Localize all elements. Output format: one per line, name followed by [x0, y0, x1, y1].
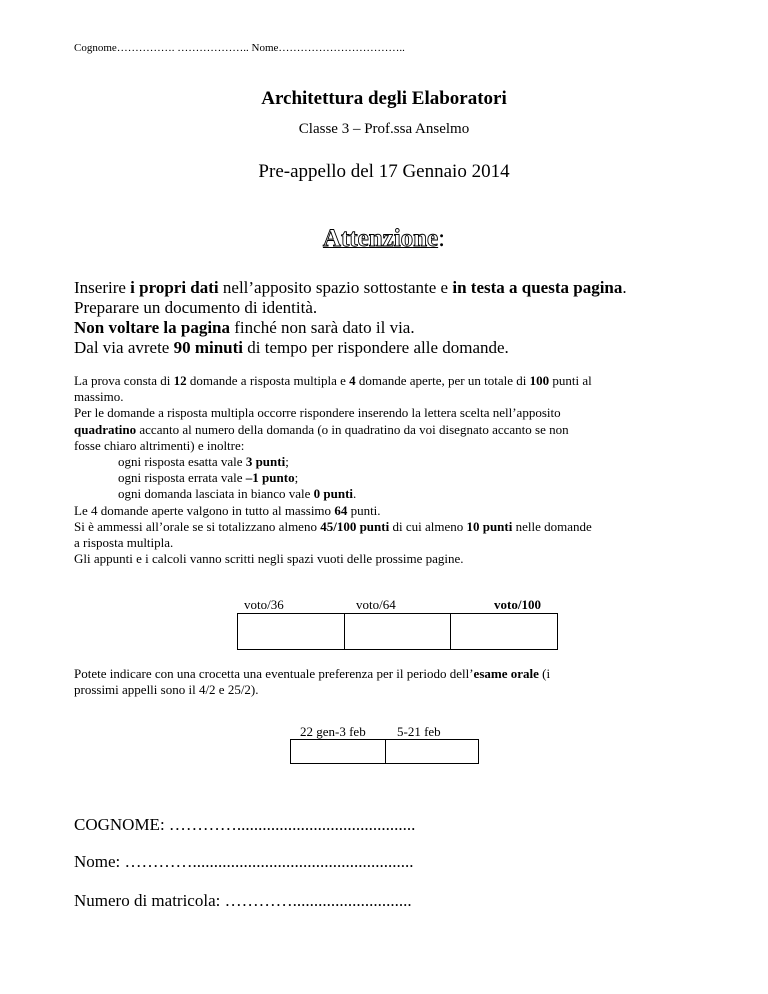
- rule-line: ogni risposta esatta vale 3 punti;: [118, 454, 289, 470]
- exam-rules: [74, 373, 714, 567]
- oral-period-header-2: 5-21 feb: [397, 724, 441, 739]
- exam-date: Pre-appello del 17 Gennaio 2014: [258, 161, 510, 182]
- matricola-field: Numero di matricola: …………............................: [74, 891, 412, 910]
- rule-line: massimo.: [74, 389, 124, 405]
- oral-preference-table: [290, 739, 479, 764]
- rule-line: ogni risposta errata vale –1 punto;: [118, 470, 299, 486]
- attention-word: Attenzione: [322, 225, 439, 252]
- oral-period-checkbox-1[interactable]: [291, 740, 386, 764]
- rule-line: Le 4 domande aperte valgono in tutto al massimo 64 punti.: [74, 502, 381, 518]
- cognome-field: COGNOME: …………..........................................: [74, 815, 416, 834]
- instructions: [74, 278, 627, 358]
- instruction-line-2: Preparare un documento di identità.: [74, 298, 318, 317]
- grade-header-100: voto/100: [494, 597, 541, 612]
- rule-line: Per le domande a risposta multipla occorre rispondere inserendo la lettera scelta nell’apposito: [74, 405, 561, 421]
- grade-cell-64: [345, 614, 451, 650]
- class-subtitle: Classe 3 – Prof.ssa Anselmo: [298, 121, 470, 137]
- grade-table: [237, 613, 558, 650]
- grade-header-36: voto/36: [244, 597, 284, 612]
- rule-line: a risposta multipla.: [74, 535, 174, 551]
- rule-line: quadratino accanto al numero della domanda (o in quadratino da voi disegnato accanto se non: [74, 421, 569, 437]
- oral-period-header-1: 22 gen-3 feb: [300, 724, 366, 739]
- rule-line: ogni domanda lasciata in bianco vale 0 punti.: [118, 486, 357, 502]
- grade-cell-100: [451, 614, 558, 650]
- grade-header-64: voto/64: [356, 597, 396, 612]
- oral-period-checkbox-2[interactable]: [386, 740, 479, 764]
- grade-cell-36: [238, 614, 345, 650]
- instruction-line-1: Inserire i propri dati nell’apposito spazio sottostante e in testa a questa pagina.: [74, 278, 627, 297]
- instruction-line-3: Non voltare la pagina finché non sarà dato il via.: [74, 318, 415, 337]
- nome-field: Nome: …………....................................................: [74, 852, 414, 871]
- attention-heading: [0, 225, 768, 253]
- header-name-line: Cognome……………. ……………….. Nome……………………………..: [74, 42, 405, 54]
- course-title: Architettura degli Elaboratori: [261, 88, 507, 109]
- rule-line: La prova consta di 12 domande a risposta multipla e 4 domande aperte, per un totale di 100 punti al: [74, 373, 592, 388]
- rule-line: Si è ammessi all’orale se si totalizzano almeno 45/100 punti di cui almeno 10 punti nelle domande: [74, 518, 592, 534]
- instruction-line-4: Dal via avrete 90 minuti di tempo per rispondere alle domande.: [74, 338, 509, 357]
- oral-preference-text: Potete indicare con una crocetta una eventuale preferenza per il periodo dell’esame orale (i prossimi appelli sono il 4/2 e 25/2).: [74, 666, 551, 698]
- rule-line: Gli appunti e i calcoli vanno scritti negli spazi vuoti delle prossime pagine.: [74, 551, 464, 567]
- rule-line: fosse chiaro altrimenti) e inoltre:: [74, 437, 245, 453]
- attention-colon: :: [438, 225, 446, 252]
